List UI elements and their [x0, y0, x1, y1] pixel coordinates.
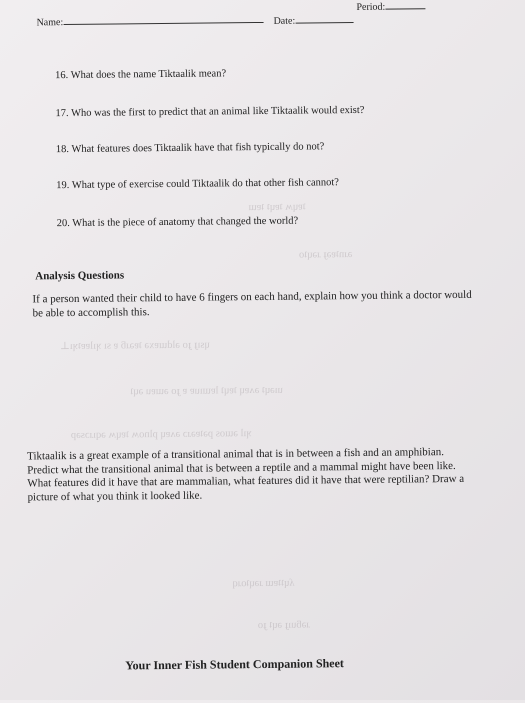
bleed-through-text: ɹǝƃuıɟ ǝɥʇ ɟo: [257, 619, 310, 632]
period-blank: [385, 8, 425, 9]
period-label: Period:: [356, 1, 425, 13]
name-blank: [63, 22, 263, 25]
name-label: Name:: [37, 15, 264, 28]
bleed-through-text: ʇɐɥʍ ʇɐɥʇ ʇɐɯ: [248, 201, 306, 214]
question-17: 17. Who was the first to predict that an animal like Tiktaalik would exist?: [55, 104, 365, 120]
question-18: 18. What features does Tiktaalik have that fish typically do not?: [55, 141, 325, 156]
analysis-heading: Analysis Questions: [35, 269, 125, 283]
date-label: Date:: [274, 15, 354, 27]
bleed-through-text: ʎɥʇʇɐɯ ɹǝɥʇoɹq: [232, 577, 295, 590]
analysis-question-1: If a person wanted their child to have 6 fingers on each hand, explain how you think a doctor would be able to accomplish this.: [32, 288, 472, 319]
question-20: 20. What is the piece of anatomy that changed the world?: [56, 215, 299, 230]
bleed-through-text: ɥsıɟ ɟo ǝldɯɐxǝ ʇɐǝɹƃ ɐ sı ʞılɐɐʇʞı⊥: [59, 339, 210, 353]
footer-title: Your Inner Fish Student Companion Sheet: [125, 656, 344, 673]
question-16: 16. What does the name Tiktaalik mean?: [55, 68, 227, 82]
date-blank: [295, 22, 353, 24]
analysis-question-2: Tiktaalik is a great example of a transitional animal that is in between a fish and an amphibian. Predict what the transitional animal that is between a reptile and a mammal might have been like. What features did it have that are mammalian, what features did it have that were reptilian? Draw a picture of what you think it looked like.: [27, 446, 465, 503]
bleed-through-text: ǝɹnʇɐǝɟ ɹǝɥʇo: [298, 249, 353, 261]
bleed-through-text: uıǝɥʇ ǝʌɐɥ ʇɐɥʇ lɐɯıuɐ ɐ ɟo ǝɯɐu ǝɥʇ: [130, 384, 283, 398]
bleed-through-text: ʞıl ǝɯos pǝʇɐǝɹɔ ǝʌɐɥ plnoʍ ʇɐɥʍ ǝqıɹɔsǝp: [70, 428, 252, 441]
question-19: 19. What type of exercise could Tiktaalik do that other fish cannot?: [56, 177, 339, 192]
